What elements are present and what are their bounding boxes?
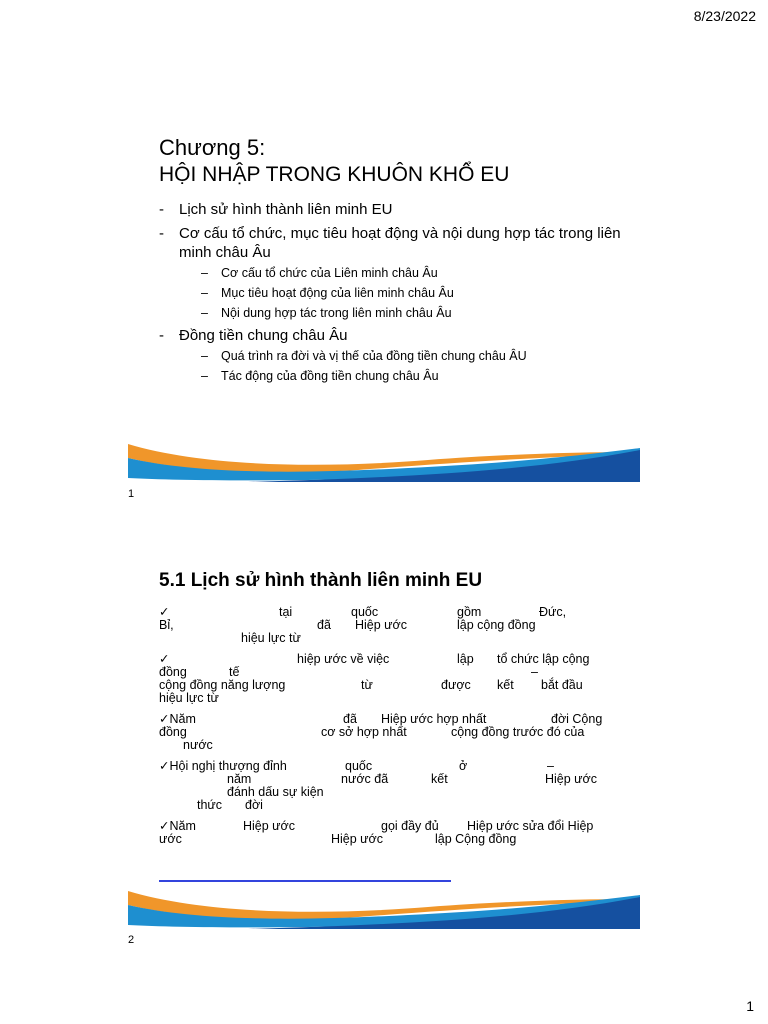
text-fragment: Hiệp ước	[331, 832, 383, 846]
text-fragment: đánh dấu sự kiện	[227, 785, 324, 799]
text-fragment: cộng đồng năng lượng	[159, 678, 286, 692]
text-fragment: năm	[227, 772, 252, 786]
slide-1-title	[159, 134, 509, 188]
text-fragment: Hiệp ước hợp nhất	[381, 712, 487, 726]
slide-1-outline	[159, 200, 629, 389]
wave-banner-graphic	[128, 885, 640, 929]
checklist-item	[159, 713, 611, 752]
text-fragment: Hiệp ước	[243, 819, 295, 833]
outline-item-text: Đồng tiền chung châu Âu	[179, 327, 348, 344]
text-fragment: ✓	[159, 605, 170, 619]
checklist-line	[159, 820, 611, 833]
text-fragment: Hiệp ước	[355, 618, 407, 632]
text-fragment: ước	[159, 832, 182, 846]
checklist-line	[159, 653, 611, 666]
text-fragment: nước	[183, 738, 213, 752]
text-fragment: đời	[245, 798, 263, 812]
text-fragment: quốc	[345, 759, 373, 773]
outline-item-text: Cơ cấu tổ chức, mục tiêu hoạt động và nội dung hợp tác trong liên minh châu Âu	[179, 225, 621, 261]
text-fragment: –	[531, 665, 538, 679]
text-fragment: gồm	[457, 605, 482, 619]
checklist-line	[159, 739, 611, 752]
text-fragment: Hiệp ước	[545, 772, 597, 786]
text-fragment: từ	[361, 678, 373, 692]
sub-outline-item: – Mục tiêu hoạt động của liên minh châu Âu	[179, 285, 629, 301]
checklist-line	[159, 619, 611, 632]
slide-2	[0, 560, 768, 960]
text-fragment: gọi đầy đủ	[381, 819, 439, 833]
slide-2-title: 5.1 Lịch sử hình thành liên minh EU	[159, 570, 483, 591]
outline-item-text: Lịch sử hình thành liên minh EU	[179, 201, 393, 218]
text-fragment: tổ chức lập cộng	[497, 652, 590, 666]
text-fragment: cơ sở hợp nhất	[321, 725, 407, 739]
text-fragment: bắt đầu	[541, 678, 583, 692]
text-fragment: lập	[457, 652, 474, 666]
text-fragment: hiệu lực từ	[159, 691, 219, 705]
text-fragment: lập cộng đồng	[457, 618, 536, 632]
text-fragment: ✓Hội nghị thượng đỉnh	[159, 759, 287, 773]
chapter-heading: Chương 5:	[159, 135, 266, 160]
wave-banner-graphic	[128, 438, 640, 482]
text-fragment: kết	[497, 678, 514, 692]
text-fragment: đã	[343, 712, 357, 726]
checklist-line	[159, 786, 611, 799]
outline-item	[159, 224, 629, 321]
checklist-line	[159, 679, 611, 692]
checklist-line	[159, 632, 611, 645]
checklist-item	[159, 606, 611, 645]
page-number: 1	[746, 998, 754, 1014]
title-underline-rule	[159, 880, 451, 882]
text-fragment: Đức,	[539, 605, 567, 619]
text-fragment: được	[441, 678, 471, 692]
slide-number: 2	[128, 934, 135, 946]
text-fragment: đồng	[159, 725, 187, 739]
chapter-subtitle: HỘI NHẬP TRONG KHUÔN KHỔ EU	[159, 163, 510, 186]
checklist-line	[159, 799, 611, 812]
outline-item	[159, 326, 629, 384]
text-fragment: lập Cộng đồng	[435, 832, 517, 846]
sub-outline	[179, 348, 629, 384]
text-fragment: Bỉ,	[159, 618, 174, 632]
text-fragment: đã	[317, 618, 331, 632]
text-fragment: ✓Năm	[159, 819, 196, 833]
text-fragment: ✓	[159, 652, 170, 666]
checklist-line	[159, 833, 611, 846]
sub-outline-item: – Nội dung hợp tác trong liên minh châu Âu	[179, 305, 629, 321]
text-fragment: hiệu lực từ	[241, 631, 301, 645]
checklist-line	[159, 692, 611, 705]
slide-2-checklist	[159, 606, 611, 854]
print-date: 8/23/2022	[693, 8, 756, 24]
text-fragment: –	[547, 759, 554, 773]
text-fragment: đời Cộng	[551, 712, 603, 726]
text-fragment: thức	[197, 798, 223, 812]
text-fragment: tại	[279, 605, 293, 619]
slide-number: 1	[128, 488, 135, 500]
text-fragment: ✓Năm	[159, 712, 196, 726]
checklist-item	[159, 820, 611, 846]
text-fragment: kết	[431, 772, 448, 786]
sub-outline-item: – Tác động của đồng tiền chung châu Âu	[179, 368, 629, 384]
sub-outline	[179, 265, 629, 321]
text-fragment: Hiệp ước sửa đổi Hiệp	[467, 819, 594, 833]
text-fragment: đồng	[159, 665, 187, 679]
slide-1	[0, 120, 768, 520]
sub-outline-item: – Quá trình ra đời và vị thế của đồng tiền chung châu ÂU	[179, 348, 629, 364]
checklist-item	[159, 653, 611, 705]
text-fragment: ở	[459, 759, 468, 773]
text-fragment: hiệp ước về việc	[297, 652, 390, 666]
checklist-line	[159, 726, 611, 739]
text-fragment: tế	[229, 665, 240, 679]
text-fragment: cộng đồng trước đó của	[451, 725, 585, 739]
sub-outline-item: – Cơ cấu tổ chức của Liên minh châu Âu	[179, 265, 629, 281]
text-fragment: quốc	[351, 605, 379, 619]
checklist-item	[159, 760, 611, 812]
outline-item	[159, 200, 629, 219]
text-fragment: nước đã	[341, 772, 389, 786]
